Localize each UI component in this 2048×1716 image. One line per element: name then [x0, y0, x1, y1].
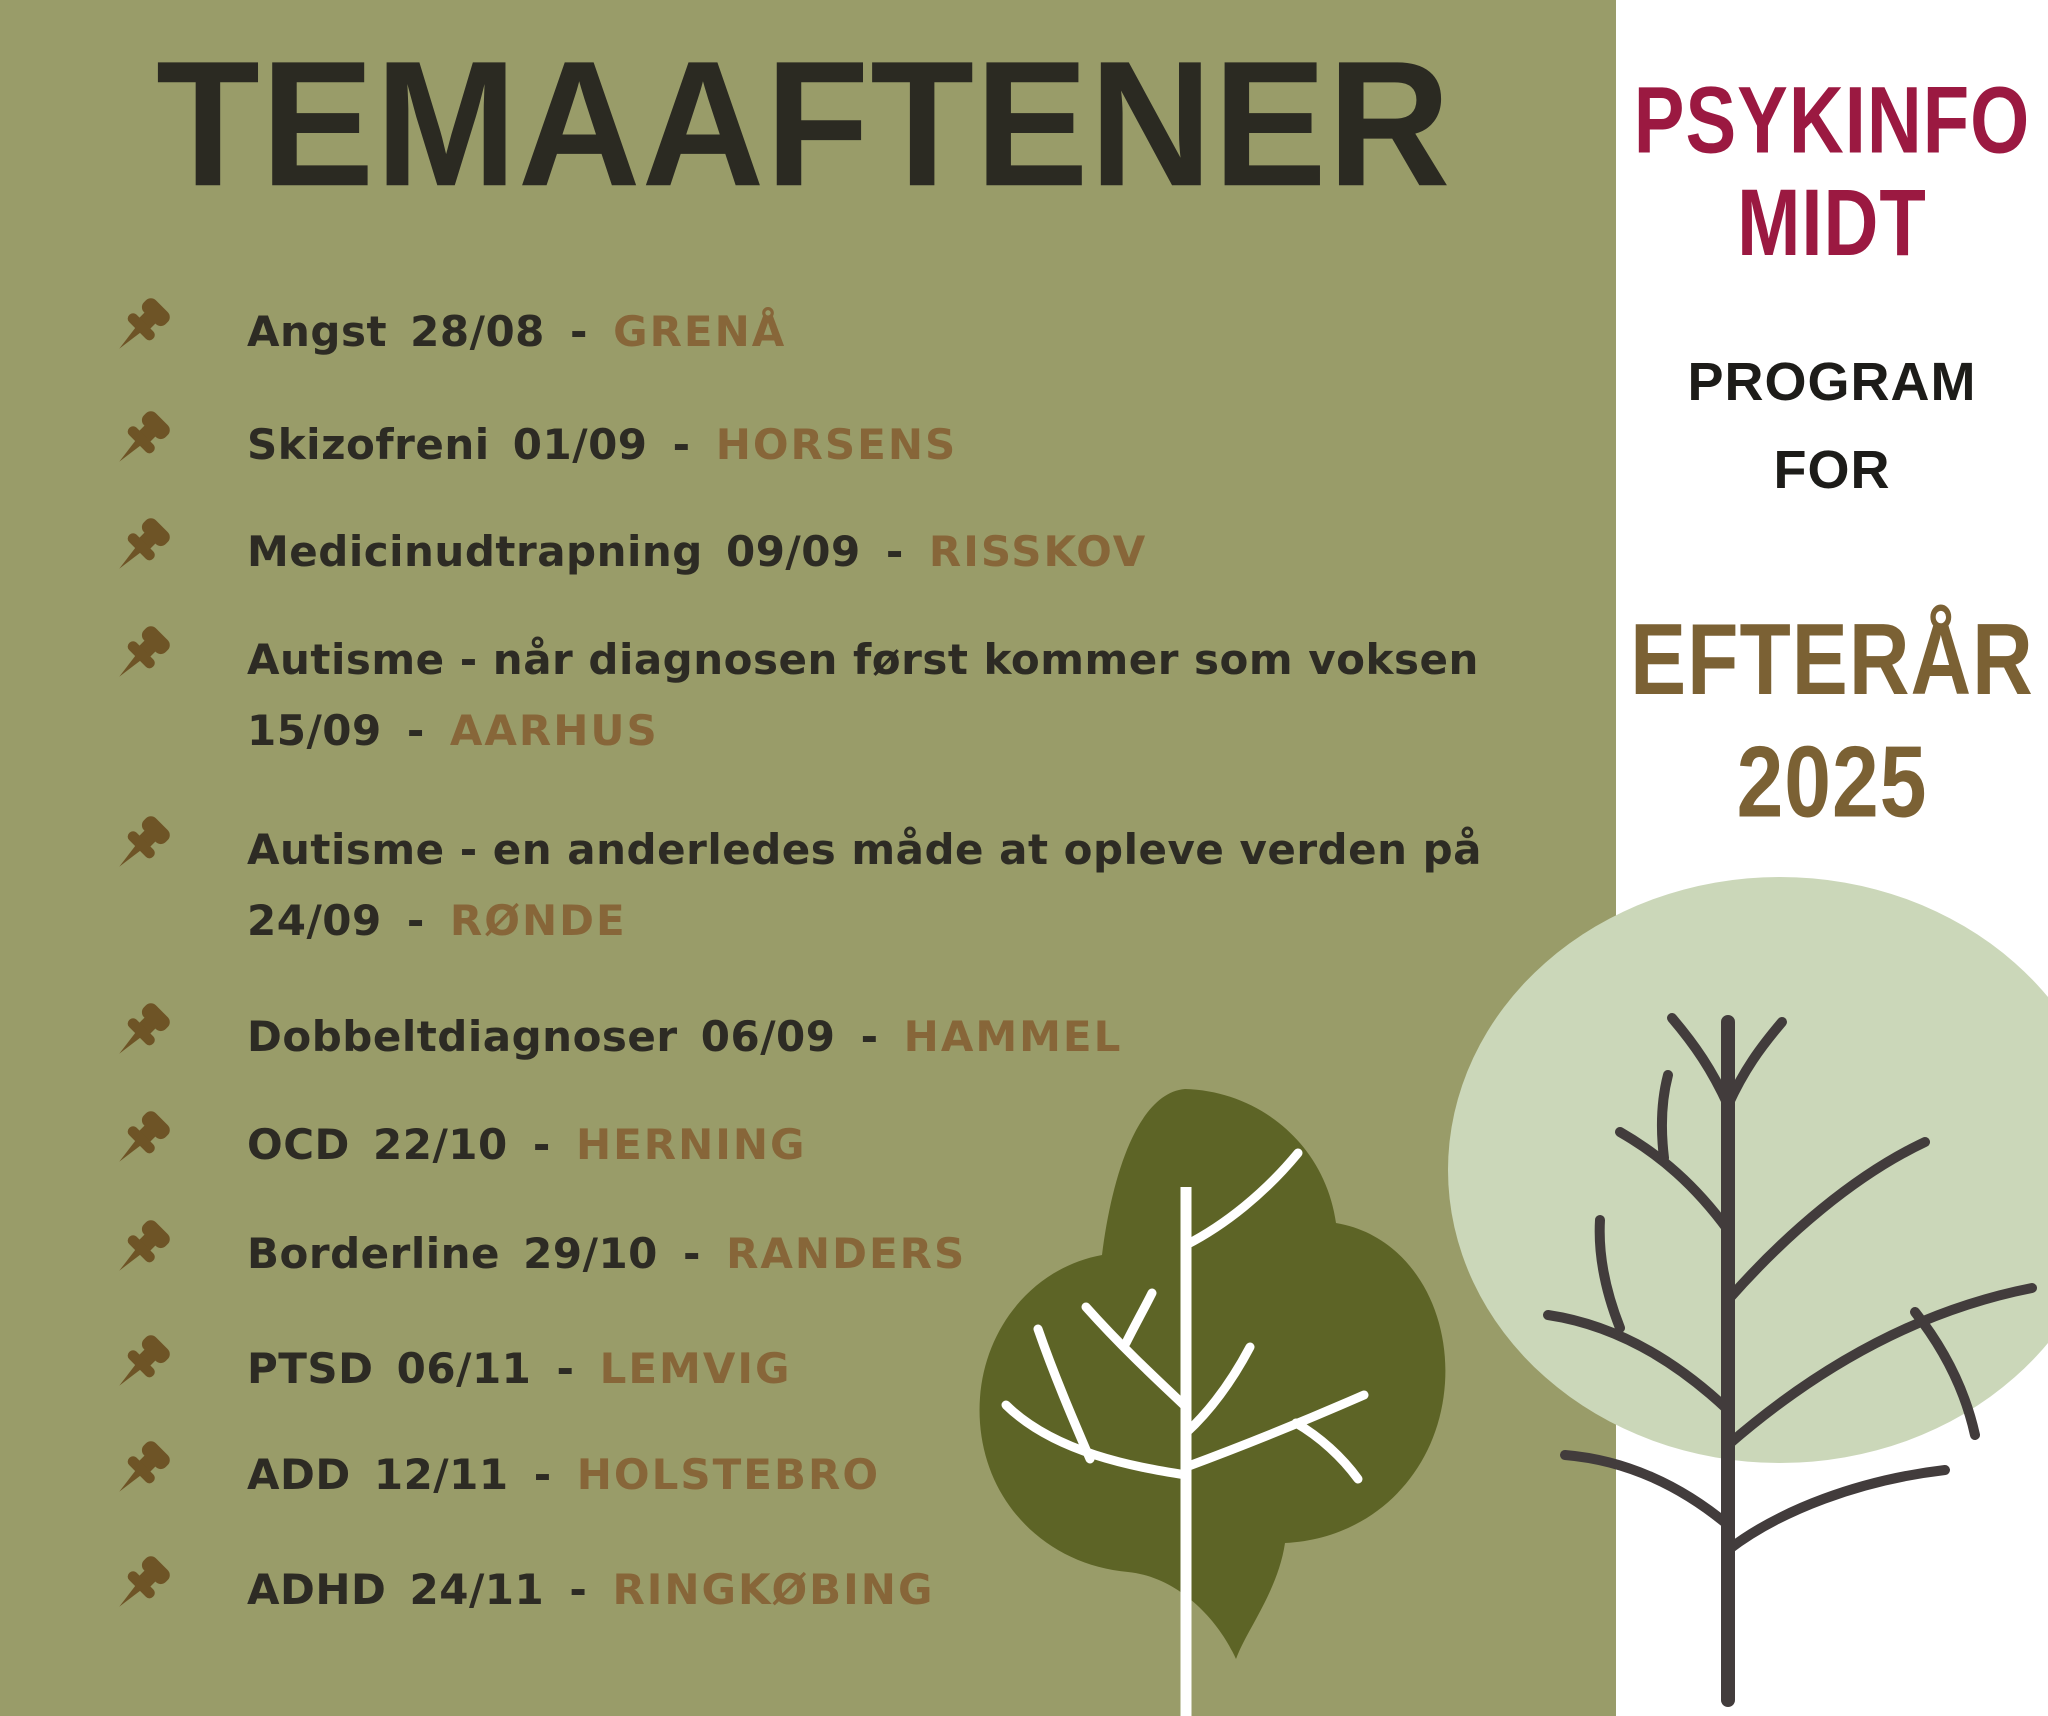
program-line-2: FOR [1773, 440, 1891, 500]
event-location: HORSENS [715, 420, 958, 469]
event-date: 06/09 [700, 1012, 836, 1061]
event-date: 28/08 [410, 307, 545, 356]
pushpin-icon [106, 1101, 176, 1179]
pushpin [106, 516, 247, 586]
event-date: 22/10 [373, 1120, 508, 1169]
pushpin-icon [106, 1431, 176, 1509]
event-date: 24/11 [409, 1565, 545, 1614]
event-date: 29/10 [523, 1229, 658, 1278]
event-location: LEMVIG [599, 1344, 792, 1393]
event-separator: - [672, 420, 691, 469]
event-location: RISSKOV [928, 527, 1148, 576]
event-date: 24/09 [247, 896, 382, 945]
pushpin [106, 1001, 247, 1071]
program-block [1616, 338, 2048, 514]
event-location: GRENÅ [613, 307, 787, 356]
pushpin-icon [106, 1210, 176, 1288]
event-separator: - [860, 1012, 879, 1061]
pushpin-icon [106, 401, 176, 479]
pushpin [106, 296, 247, 366]
event-location: RANDERS [726, 1229, 967, 1278]
pushpin-icon [106, 288, 176, 366]
event-text [247, 1439, 1566, 1510]
event-text [247, 296, 1566, 367]
event-topic: Medicinudtrapning [247, 527, 703, 576]
event-row [106, 1218, 1566, 1289]
event-date: 15/09 [247, 706, 382, 755]
event-text [247, 1333, 1566, 1404]
event-row [106, 516, 1566, 587]
event-row [106, 409, 1566, 480]
season-line-1: EFTERÅR [1630, 602, 2034, 716]
pushpin-icon [106, 508, 176, 586]
event-text [247, 516, 1566, 587]
event-date: 06/11 [396, 1344, 532, 1393]
page-title: TEMAAFTENER [156, 24, 1452, 225]
event-text [247, 1109, 1566, 1180]
event-location: AARHUS [449, 706, 659, 755]
pushpin [106, 814, 247, 884]
event-location: HOLSTEBRO [576, 1450, 881, 1499]
brand-line-2: MIDT [1737, 170, 1927, 277]
event-separator: - [683, 1229, 701, 1278]
event-separator: - [406, 896, 425, 945]
event-topic: OCD [247, 1120, 350, 1169]
pushpin [106, 1218, 247, 1288]
pushpin [106, 1554, 247, 1624]
event-text [247, 1218, 1566, 1289]
event-row [106, 1001, 1566, 1072]
event-text [247, 1001, 1566, 1072]
event-separator: - [406, 706, 425, 755]
event-topic: Borderline [247, 1229, 501, 1278]
event-separator: - [533, 1450, 552, 1499]
event-text [247, 1554, 1566, 1625]
pushpin-icon [106, 616, 176, 694]
event-text [247, 409, 1566, 480]
event-date: 09/09 [725, 527, 861, 576]
event-row [106, 1439, 1566, 1510]
event-text [247, 624, 1566, 766]
event-topic: Autisme - når diagnosen først kommer som voksen [247, 635, 1479, 684]
event-row [106, 1554, 1566, 1625]
pushpin [106, 1109, 247, 1179]
season-block [1616, 598, 2048, 843]
pushpin [106, 409, 247, 479]
pushpin-icon [106, 993, 176, 1071]
event-separator: - [556, 1344, 575, 1393]
event-topic: Dobbeltdiagnoser [247, 1012, 678, 1061]
pushpin [106, 1439, 247, 1509]
pushpin-icon [106, 1546, 176, 1624]
event-location: HAMMEL [903, 1012, 1123, 1061]
pushpin-icon [106, 1325, 176, 1403]
event-location: HERNING [575, 1120, 807, 1169]
event-row [106, 814, 1566, 956]
event-separator: - [570, 307, 588, 356]
event-row [106, 624, 1566, 766]
event-topic: PTSD [247, 1344, 374, 1393]
event-row [106, 1109, 1566, 1180]
event-date: 12/11 [373, 1450, 509, 1499]
season-line-2: 2025 [1736, 725, 1928, 838]
event-topic: Autisme - en anderledes måde at opleve verden på [247, 825, 1483, 874]
brand-line-1: PSYKINFO [1633, 67, 2031, 174]
event-row [106, 296, 1566, 367]
event-location: RØNDE [449, 896, 627, 945]
pushpin [106, 624, 247, 694]
event-separator: - [569, 1565, 588, 1614]
event-date: 01/09 [512, 420, 648, 469]
brand-block [1616, 67, 2048, 277]
event-topic: Angst [247, 307, 388, 356]
event-separator: - [885, 527, 904, 576]
event-topic: ADD [247, 1450, 351, 1499]
pushpin-icon [106, 806, 176, 884]
event-separator: - [532, 1120, 551, 1169]
program-line-1: PROGRAM [1687, 352, 1977, 412]
event-row [106, 1333, 1566, 1404]
event-location: RINGKØBING [612, 1565, 935, 1614]
event-text [247, 814, 1566, 956]
event-topic: ADHD [247, 1565, 387, 1614]
pushpin [106, 1333, 247, 1403]
event-topic: Skizofreni [247, 420, 490, 469]
